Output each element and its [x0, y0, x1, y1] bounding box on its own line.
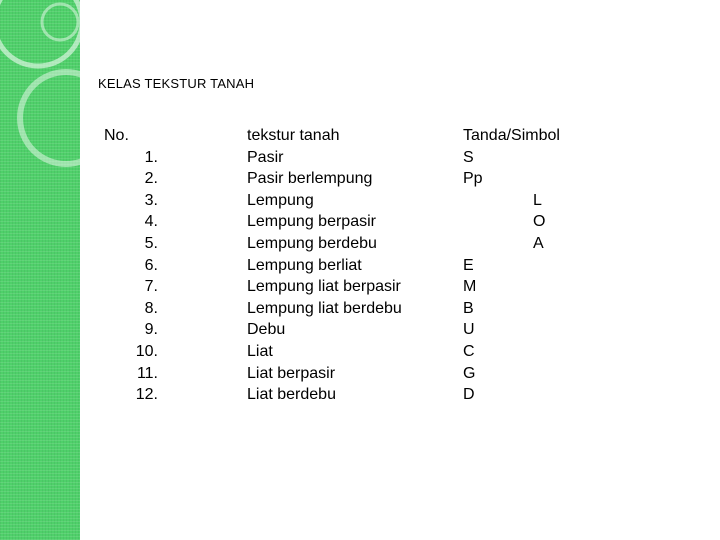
- row-simbol: S: [463, 148, 474, 166]
- row-number: 4.: [144, 213, 158, 231]
- row-simbol: U: [463, 321, 475, 339]
- row-number: 2.: [144, 170, 158, 188]
- row-tekstur: Debu: [247, 321, 286, 339]
- row-tekstur: Lempung liat berpasir: [247, 278, 401, 296]
- row-number: 11.: [136, 364, 158, 382]
- ring-small: [42, 4, 78, 40]
- row-simbol: D: [463, 386, 475, 404]
- row-tekstur: Lempung liat berdebu: [247, 299, 402, 317]
- row-simbol: B: [463, 299, 474, 317]
- header-tekstur: tekstur tanah: [247, 127, 340, 144]
- row-simbol: O: [533, 213, 546, 231]
- slide-title: KELAS TEKSTUR TANAH: [98, 76, 255, 91]
- row-number: 8.: [144, 299, 158, 317]
- column-simbol: [463, 125, 560, 406]
- row-number: 10.: [135, 342, 158, 360]
- row-number: 1.: [144, 148, 158, 166]
- row-simbol: Pp: [463, 170, 483, 188]
- row-tekstur: Liat: [247, 342, 273, 360]
- row-number: 7.: [144, 278, 158, 296]
- row-simbol: M: [463, 278, 477, 296]
- row-simbol: E: [463, 256, 474, 274]
- column-number: [100, 125, 160, 406]
- row-simbol: L: [533, 191, 542, 209]
- row-tekstur: Lempung: [247, 191, 314, 209]
- row-tekstur: Lempung berliat: [247, 256, 362, 274]
- row-tekstur: Liat berdebu: [247, 386, 336, 404]
- row-number: 6.: [144, 256, 158, 274]
- row-number: 3.: [144, 191, 158, 209]
- column-tekstur: [247, 125, 402, 406]
- row-tekstur: Liat berpasir: [247, 364, 336, 382]
- row-simbol: G: [463, 364, 476, 382]
- header-simbol: Tanda/Simbol: [463, 127, 560, 144]
- row-number: 9.: [144, 321, 158, 339]
- row-number: 5.: [144, 234, 158, 252]
- row-number: 12.: [135, 386, 158, 404]
- row-tekstur: Pasir berlempung: [247, 170, 373, 188]
- row-tekstur: Lempung berpasir: [247, 213, 376, 231]
- row-simbol: C: [463, 342, 475, 360]
- row-simbol: A: [533, 234, 544, 252]
- header-no: No.: [104, 127, 129, 144]
- row-tekstur: Pasir: [247, 148, 284, 166]
- ring-large: [0, 0, 82, 66]
- row-tekstur: Lempung berdebu: [247, 234, 377, 252]
